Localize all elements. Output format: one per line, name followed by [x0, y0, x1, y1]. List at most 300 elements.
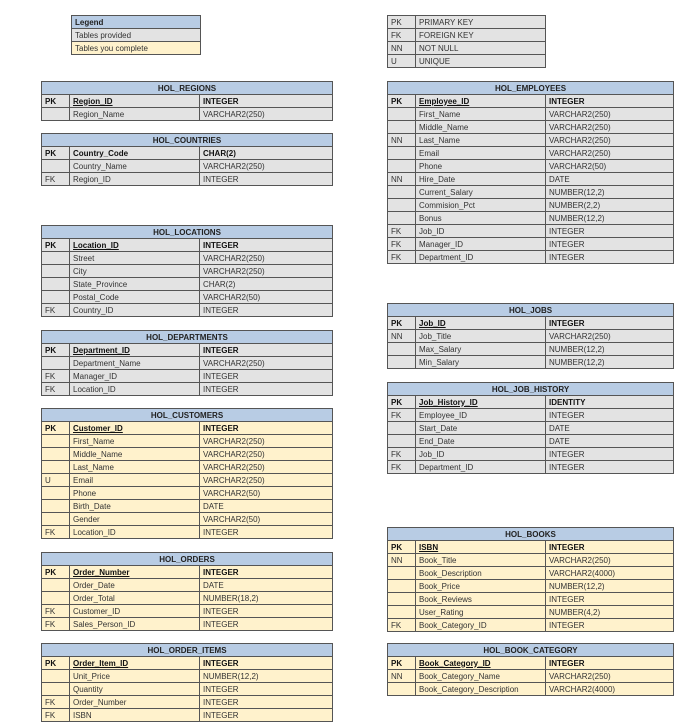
table-row: [388, 108, 674, 121]
column-key: NN: [388, 670, 416, 683]
column-type: VARCHAR2(50): [200, 487, 333, 500]
column-type: NUMBER(2,2): [546, 199, 674, 212]
column-name: Book_Description: [416, 567, 546, 580]
column-name: Street: [70, 252, 200, 265]
table-hol-countries: [41, 133, 333, 186]
column-name: Employee_ID: [416, 409, 546, 422]
table-row: [42, 513, 333, 526]
table-hol-books: [387, 527, 674, 632]
table-hol-orders: [41, 552, 333, 631]
table-row: [42, 474, 333, 487]
column-type: INTEGER: [200, 618, 333, 631]
column-name: Sales_Person_ID: [70, 618, 200, 631]
column-key: FK: [42, 709, 70, 722]
table-row: [42, 461, 333, 474]
table-hol-jobs: [387, 303, 674, 369]
column-name: Country_ID: [70, 304, 200, 317]
column-name: Job_ID: [416, 317, 546, 330]
column-key: FK: [388, 409, 416, 422]
table-row: [388, 121, 674, 134]
column-type: VARCHAR2(50): [546, 160, 674, 173]
column-name: ISBN: [70, 709, 200, 722]
column-key: FK: [42, 605, 70, 618]
column-name: Department_ID: [416, 461, 546, 474]
column-key: [42, 252, 70, 265]
column-key: [42, 448, 70, 461]
table-row: [388, 554, 674, 567]
table-hol-departments: [41, 330, 333, 396]
column-name: Order_Date: [70, 579, 200, 592]
column-type: NUMBER(12,2): [546, 186, 674, 199]
column-type: VARCHAR2(250): [546, 330, 674, 343]
table-row: [42, 435, 333, 448]
column-key: FK: [42, 618, 70, 631]
table-row: [42, 683, 333, 696]
table-title: HOL_JOB_HISTORY: [388, 383, 674, 396]
column-key: [388, 108, 416, 121]
column-name: Manager_ID: [416, 238, 546, 251]
table-row: [388, 580, 674, 593]
column-name: Order_Item_ID: [70, 657, 200, 670]
column-type: VARCHAR2(250): [200, 160, 333, 173]
table-row: [42, 265, 333, 278]
key-meaning: UNIQUE: [416, 55, 546, 68]
column-name: Min_Salary: [416, 356, 546, 369]
column-name: Phone: [416, 160, 546, 173]
column-type: INTEGER: [200, 709, 333, 722]
column-key: NN: [388, 554, 416, 567]
table-title: HOL_JOBS: [388, 304, 674, 317]
table-row: [42, 108, 333, 121]
column-key: FK: [388, 225, 416, 238]
column-name: Hire_Date: [416, 173, 546, 186]
column-name: Max_Salary: [416, 343, 546, 356]
column-key: [42, 500, 70, 513]
column-name: Department_ID: [416, 251, 546, 264]
table-row: [388, 541, 674, 554]
column-key: [42, 265, 70, 278]
column-key: PK: [388, 95, 416, 108]
table-row: [42, 592, 333, 605]
column-key: [388, 593, 416, 606]
column-type: NUMBER(12,2): [546, 212, 674, 225]
column-name: Last_Name: [70, 461, 200, 474]
column-name: Order_Number: [70, 696, 200, 709]
column-key: [388, 343, 416, 356]
column-name: Department_Name: [70, 357, 200, 370]
column-name: Email: [70, 474, 200, 487]
column-type: INTEGER: [200, 696, 333, 709]
column-type: INTEGER: [200, 370, 333, 383]
column-key: NN: [388, 330, 416, 343]
table-row: [388, 225, 674, 238]
table-row: [42, 670, 333, 683]
column-name: Job_Title: [416, 330, 546, 343]
column-type: INTEGER: [546, 541, 674, 554]
column-type: INTEGER: [200, 657, 333, 670]
column-type: VARCHAR2(50): [200, 513, 333, 526]
column-name: Book_Category_ID: [416, 619, 546, 632]
column-key: [42, 357, 70, 370]
column-type: VARCHAR2(250): [546, 147, 674, 160]
column-key: FK: [42, 370, 70, 383]
column-type: DATE: [200, 500, 333, 513]
column-key: [388, 567, 416, 580]
column-type: INTEGER: [200, 526, 333, 539]
column-type: DATE: [546, 422, 674, 435]
table-hol-regions: [41, 81, 333, 121]
column-key: PK: [42, 566, 70, 579]
column-name: Start_Date: [416, 422, 546, 435]
table-row: [388, 173, 674, 186]
column-key: PK: [42, 239, 70, 252]
table-row: [42, 618, 333, 631]
column-key: NN: [388, 134, 416, 147]
column-key: PK: [42, 422, 70, 435]
column-type: VARCHAR2(250): [546, 134, 674, 147]
table-row: [388, 356, 674, 369]
column-type: INTEGER: [200, 95, 333, 108]
column-key: PK: [388, 396, 416, 409]
column-name: Phone: [70, 487, 200, 500]
column-type: INTEGER: [200, 304, 333, 317]
column-key: FK: [42, 696, 70, 709]
column-name: Country_Code: [70, 147, 200, 160]
table-row: [388, 212, 674, 225]
table-hol-book-category: [387, 643, 674, 696]
column-key: U: [42, 474, 70, 487]
column-key: [388, 160, 416, 173]
table-row: [388, 683, 674, 696]
table-hol-job-history: [387, 382, 674, 474]
table-row: [42, 696, 333, 709]
column-key: [42, 683, 70, 696]
column-type: VARCHAR2(250): [200, 252, 333, 265]
table-row: [388, 251, 674, 264]
table-title: HOL_BOOKS: [388, 528, 674, 541]
table-hol-order-items: [41, 643, 333, 722]
table-row: [42, 487, 333, 500]
column-name: ISBN: [416, 541, 546, 554]
column-type: VARCHAR2(250): [200, 435, 333, 448]
column-type: INTEGER: [546, 593, 674, 606]
table-row: [388, 317, 674, 330]
column-key: FK: [388, 448, 416, 461]
column-key: FK: [388, 461, 416, 474]
column-name: Last_Name: [416, 134, 546, 147]
table-row: [42, 291, 333, 304]
column-name: Job_ID: [416, 225, 546, 238]
column-type: INTEGER: [546, 225, 674, 238]
key-abbr: PK: [388, 16, 416, 29]
column-name: User_Rating: [416, 606, 546, 619]
column-type: INTEGER: [546, 619, 674, 632]
table-row: [388, 461, 674, 474]
column-key: [42, 435, 70, 448]
column-type: DATE: [546, 435, 674, 448]
table-row: [42, 147, 333, 160]
column-type: DATE: [546, 173, 674, 186]
column-type: VARCHAR2(4000): [546, 567, 674, 580]
column-key: [388, 212, 416, 225]
column-key: [388, 422, 416, 435]
column-type: INTEGER: [200, 605, 333, 618]
column-key: PK: [388, 541, 416, 554]
column-type: VARCHAR2(250): [200, 108, 333, 121]
table-row: [42, 304, 333, 317]
column-key: FK: [388, 619, 416, 632]
column-type: VARCHAR2(250): [200, 448, 333, 461]
column-name: Job_ID: [416, 448, 546, 461]
column-key: [42, 108, 70, 121]
column-name: Middle_Name: [416, 121, 546, 134]
table-row: [42, 278, 333, 291]
column-name: Region_ID: [70, 95, 200, 108]
column-name: Book_Category_Name: [416, 670, 546, 683]
table-row: [388, 435, 674, 448]
table-row: [388, 619, 674, 632]
column-name: Postal_Code: [70, 291, 200, 304]
key-abbr: U: [388, 55, 416, 68]
column-key: FK: [42, 383, 70, 396]
table-row: [388, 396, 674, 409]
column-type: INTEGER: [200, 683, 333, 696]
column-name: Book_Price: [416, 580, 546, 593]
table-row: [388, 95, 674, 108]
column-name: Book_Reviews: [416, 593, 546, 606]
table-title: HOL_COUNTRIES: [42, 134, 333, 147]
table-row: [42, 448, 333, 461]
color-legend: [71, 15, 201, 55]
column-key: [42, 579, 70, 592]
column-key: [42, 513, 70, 526]
column-name: City: [70, 265, 200, 278]
table-row: [42, 252, 333, 265]
table-row: [42, 657, 333, 670]
column-type: INTEGER: [200, 566, 333, 579]
column-name: Current_Salary: [416, 186, 546, 199]
table-row: [42, 239, 333, 252]
table-row: [42, 526, 333, 539]
column-name: Customer_ID: [70, 422, 200, 435]
table-row: [388, 670, 674, 683]
column-key: [42, 487, 70, 500]
table-row: [42, 173, 333, 186]
column-key: PK: [388, 317, 416, 330]
column-type: INTEGER: [546, 657, 674, 670]
column-type: NUMBER(12,2): [200, 670, 333, 683]
legend-title: Legend: [72, 16, 201, 29]
column-name: Birth_Date: [70, 500, 200, 513]
table-row: [42, 566, 333, 579]
table-row: [388, 409, 674, 422]
table-title: HOL_DEPARTMENTS: [42, 331, 333, 344]
column-type: INTEGER: [200, 344, 333, 357]
column-key: [388, 435, 416, 448]
column-type: VARCHAR2(250): [546, 121, 674, 134]
table-title: HOL_EMPLOYEES: [388, 82, 674, 95]
column-type: INTEGER: [546, 409, 674, 422]
column-type: VARCHAR2(250): [200, 474, 333, 487]
table-row: [42, 370, 333, 383]
column-type: VARCHAR2(250): [546, 670, 674, 683]
column-name: Location_ID: [70, 526, 200, 539]
column-name: Middle_Name: [70, 448, 200, 461]
column-key: [42, 291, 70, 304]
column-key: PK: [42, 344, 70, 357]
column-type: VARCHAR2(250): [200, 461, 333, 474]
column-name: Unit_Price: [70, 670, 200, 683]
column-type: NUMBER(4,2): [546, 606, 674, 619]
table-row: [388, 657, 674, 670]
column-name: End_Date: [416, 435, 546, 448]
column-key: [388, 683, 416, 696]
column-name: Book_Category_ID: [416, 657, 546, 670]
column-key: [42, 278, 70, 291]
table-row: [388, 186, 674, 199]
column-type: VARCHAR2(4000): [546, 683, 674, 696]
table-row: [42, 605, 333, 618]
column-name: Quantity: [70, 683, 200, 696]
key-meaning: NOT NULL: [416, 42, 546, 55]
table-row: [388, 330, 674, 343]
column-type: VARCHAR2(250): [546, 108, 674, 121]
column-name: Region_Name: [70, 108, 200, 121]
column-type: CHAR(2): [200, 147, 333, 160]
column-type: NUMBER(12,2): [546, 343, 674, 356]
column-key: PK: [42, 147, 70, 160]
column-name: Department_ID: [70, 344, 200, 357]
table-title: HOL_ORDER_ITEMS: [42, 644, 333, 657]
column-name: Bonus: [416, 212, 546, 225]
column-name: Location_ID: [70, 383, 200, 396]
column-type: INTEGER: [200, 239, 333, 252]
column-type: INTEGER: [200, 383, 333, 396]
column-key: FK: [42, 173, 70, 186]
column-type: DATE: [200, 579, 333, 592]
table-row: [388, 343, 674, 356]
table-row: [42, 422, 333, 435]
table-title: HOL_CUSTOMERS: [42, 409, 333, 422]
column-name: Job_History_ID: [416, 396, 546, 409]
table-hol-locations: [41, 225, 333, 317]
table-row: [42, 500, 333, 513]
table-row: [388, 199, 674, 212]
table-row: [42, 95, 333, 108]
column-name: Book_Title: [416, 554, 546, 567]
column-name: First_Name: [70, 435, 200, 448]
table-row: [388, 567, 674, 580]
column-key: FK: [42, 304, 70, 317]
column-name: Order_Total: [70, 592, 200, 605]
table-title: HOL_ORDERS: [42, 553, 333, 566]
column-type: INTEGER: [546, 95, 674, 108]
column-name: Order_Number: [70, 566, 200, 579]
table-hol-employees: [387, 81, 674, 264]
column-type: IDENTITY: [546, 396, 674, 409]
column-key: [388, 199, 416, 212]
column-type: VARCHAR2(250): [200, 265, 333, 278]
legend-provided: Tables provided: [72, 29, 201, 42]
column-type: INTEGER: [200, 173, 333, 186]
column-name: Book_Category_Description: [416, 683, 546, 696]
key-abbr: NN: [388, 42, 416, 55]
column-key: [42, 592, 70, 605]
column-key: [388, 121, 416, 134]
column-key: FK: [42, 526, 70, 539]
key-legend: [387, 15, 546, 68]
column-name: Employee_ID: [416, 95, 546, 108]
table-row: [42, 344, 333, 357]
key-meaning: PRIMARY KEY: [416, 16, 546, 29]
column-key: [42, 160, 70, 173]
table-row: [42, 383, 333, 396]
table-title: HOL_LOCATIONS: [42, 226, 333, 239]
column-type: INTEGER: [546, 448, 674, 461]
key-abbr: FK: [388, 29, 416, 42]
column-type: INTEGER: [546, 238, 674, 251]
table-row: [388, 147, 674, 160]
column-name: Email: [416, 147, 546, 160]
table-title: HOL_BOOK_CATEGORY: [388, 644, 674, 657]
column-key: PK: [388, 657, 416, 670]
column-key: PK: [42, 95, 70, 108]
key-meaning: FOREIGN KEY: [416, 29, 546, 42]
table-row: [388, 134, 674, 147]
column-key: [388, 606, 416, 619]
column-name: Customer_ID: [70, 605, 200, 618]
column-type: NUMBER(18,2): [200, 592, 333, 605]
table-row: [388, 593, 674, 606]
column-name: First_Name: [416, 108, 546, 121]
legend-complete: Tables you complete: [72, 42, 201, 55]
column-key: [388, 356, 416, 369]
column-type: INTEGER: [546, 251, 674, 264]
column-type: VARCHAR2(250): [546, 554, 674, 567]
column-name: Country_Name: [70, 160, 200, 173]
column-key: [388, 186, 416, 199]
column-name: Commision_Pct: [416, 199, 546, 212]
table-row: [388, 448, 674, 461]
column-key: [42, 461, 70, 474]
column-type: CHAR(2): [200, 278, 333, 291]
column-name: Manager_ID: [70, 370, 200, 383]
column-type: INTEGER: [546, 461, 674, 474]
column-type: NUMBER(12,2): [546, 580, 674, 593]
table-row: [42, 357, 333, 370]
column-key: [388, 147, 416, 160]
column-key: [388, 580, 416, 593]
table-row: [388, 160, 674, 173]
table-row: [388, 238, 674, 251]
column-name: Region_ID: [70, 173, 200, 186]
table-row: [42, 160, 333, 173]
table-row: [42, 709, 333, 722]
column-key: FK: [388, 238, 416, 251]
table-row: [42, 579, 333, 592]
column-name: Gender: [70, 513, 200, 526]
column-key: FK: [388, 251, 416, 264]
column-key: [42, 670, 70, 683]
table-hol-customers: [41, 408, 333, 539]
column-type: NUMBER(12,2): [546, 356, 674, 369]
column-key: NN: [388, 173, 416, 186]
column-type: INTEGER: [200, 422, 333, 435]
table-title: HOL_REGIONS: [42, 82, 333, 95]
table-row: [388, 422, 674, 435]
column-type: INTEGER: [546, 317, 674, 330]
column-key: PK: [42, 657, 70, 670]
